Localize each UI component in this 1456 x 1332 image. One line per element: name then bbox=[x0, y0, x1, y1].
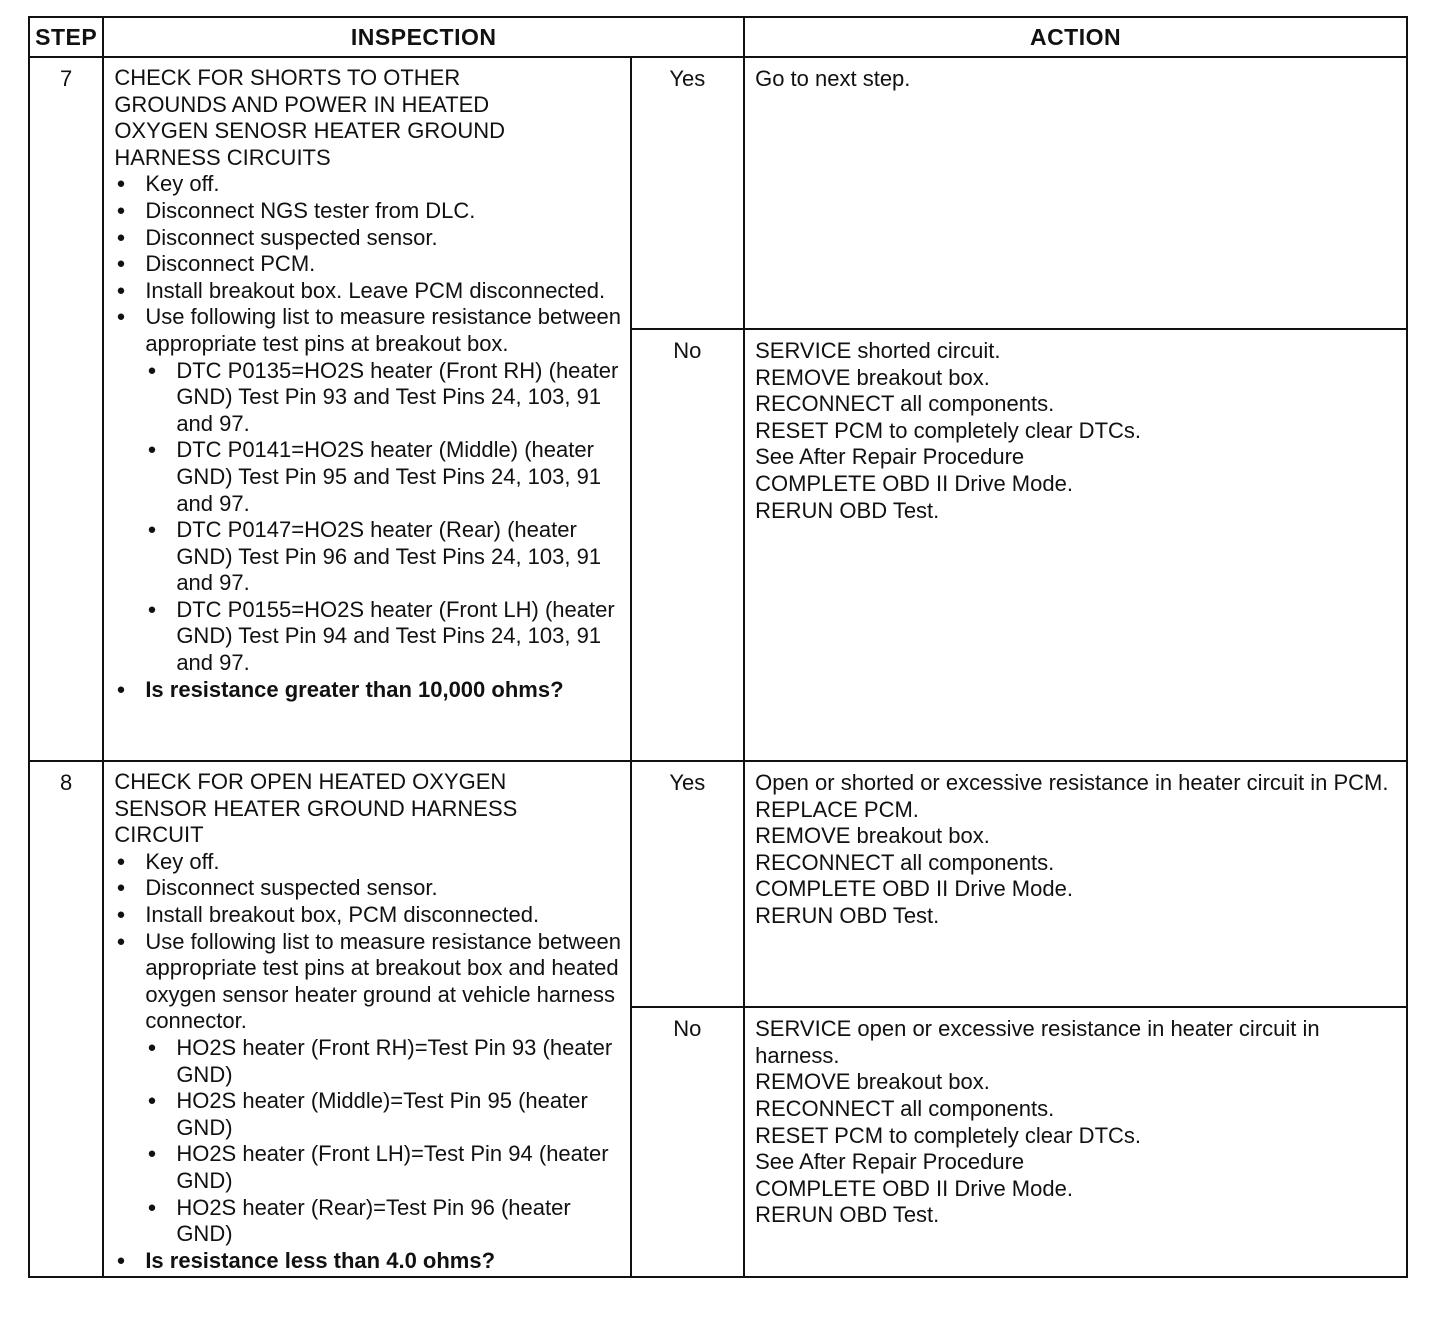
action-line: SERVICE shorted circuit. bbox=[755, 338, 1001, 363]
inspection-title bbox=[114, 769, 623, 849]
yes-label: Yes bbox=[631, 761, 745, 1007]
bullet-item: ● Disconnect NGS tester from DLC. bbox=[114, 198, 623, 225]
bullet-item: ● Key off. bbox=[114, 849, 623, 876]
inspection-question: ● Is resistance less than 4.0 ohms? bbox=[114, 1248, 623, 1275]
title-line: CHECK FOR SHORTS TO OTHER bbox=[114, 65, 461, 90]
action-line: RECONNECT all components. bbox=[755, 1095, 1055, 1121]
action-line: REMOVE breakout box. bbox=[755, 1069, 990, 1095]
bullet-item: ● Disconnect suspected sensor. bbox=[114, 875, 623, 902]
header-step: STEP bbox=[29, 17, 103, 57]
sub-bullet-item: ● HO2S heater (Rear)=Test Pin 96 (heater GND) bbox=[145, 1195, 623, 1248]
step-7-inspection bbox=[103, 57, 630, 761]
sub-bullet-item: ● DTC P0147=HO2S heater (Rear) (heater GND) Test Pin 96 and Test Pins 24, 103, 91 and 97. bbox=[145, 517, 623, 597]
no-action bbox=[744, 1007, 1407, 1277]
sub-bullet-group bbox=[114, 358, 623, 677]
header-action: ACTION bbox=[744, 17, 1407, 57]
diagnostic-table bbox=[28, 16, 1408, 1278]
action-line: RECONNECT all components. bbox=[755, 391, 1055, 417]
step-8-inspection bbox=[103, 761, 630, 1277]
action-line: COMPLETE OBD II Drive Mode. bbox=[755, 876, 1073, 902]
bullet-item: ● Use following list to measure resistance between appropriate test pins at breakout box. bbox=[114, 304, 623, 357]
action-line: Go to next step. bbox=[755, 66, 911, 91]
action-line: REMOVE breakout box. bbox=[755, 364, 990, 390]
sub-bullet-group bbox=[114, 1035, 623, 1248]
action-line: See After Repair Procedure bbox=[755, 1149, 1025, 1175]
step-7-yes-row bbox=[29, 57, 1407, 329]
step-number: 8 bbox=[29, 761, 103, 1277]
action-line: RECONNECT all components. bbox=[755, 849, 1055, 875]
yes-action bbox=[744, 57, 1407, 329]
title-line: SENSOR HEATER GROUND HARNESS bbox=[114, 795, 518, 821]
no-action bbox=[744, 329, 1407, 761]
action-line: REPLACE PCM. bbox=[755, 796, 919, 822]
action-line: Open or shorted or excessive resistance in heater circuit in PCM. bbox=[755, 770, 1389, 795]
sub-bullet-item: ● HO2S heater (Front RH)=Test Pin 93 (heater GND) bbox=[145, 1035, 623, 1088]
sub-bullet-item: ● HO2S heater (Middle)=Test Pin 95 (heater GND) bbox=[145, 1088, 623, 1141]
title-line: GROUNDS AND POWER IN HEATED bbox=[114, 91, 490, 117]
sub-bullet-item: ● DTC P0155=HO2S heater (Front LH) (heater GND) Test Pin 94 and Test Pins 24, 103, 91 and 97. bbox=[145, 597, 623, 677]
inspection-title bbox=[114, 65, 623, 171]
action-line: See After Repair Procedure bbox=[755, 444, 1025, 470]
action-line: COMPLETE OBD II Drive Mode. bbox=[755, 1175, 1073, 1201]
inspection-question: ● Is resistance greater than 10,000 ohms? bbox=[114, 677, 623, 704]
step-8-yes-row bbox=[29, 761, 1407, 1007]
action-line: REMOVE breakout box. bbox=[755, 823, 990, 849]
inspection-bullets bbox=[114, 171, 623, 703]
action-line: SERVICE open or excessive resistance in heater circuit in harness. bbox=[755, 1016, 1320, 1068]
title-line: CIRCUIT bbox=[114, 822, 204, 848]
sub-bullets bbox=[145, 358, 623, 677]
bullet-item: ● Install breakout box, PCM disconnected. bbox=[114, 902, 623, 929]
table-header-row bbox=[29, 17, 1407, 57]
action-line: RERUN OBD Test. bbox=[755, 497, 940, 523]
no-label: No bbox=[631, 1007, 745, 1277]
action-line: RERUN OBD Test. bbox=[755, 902, 940, 928]
title-line: HARNESS CIRCUITS bbox=[114, 144, 331, 170]
bullet-item: ● Use following list to measure resistance between appropriate test pins at breakout box and heated oxygen sensor heater ground at vehicle harness connector. bbox=[114, 929, 623, 1035]
no-label: No bbox=[631, 329, 745, 761]
bullet-item: ● Disconnect PCM. bbox=[114, 251, 623, 278]
bullet-item: ● Disconnect suspected sensor. bbox=[114, 225, 623, 252]
action-line: RESET PCM to completely clear DTCs. bbox=[755, 417, 1142, 443]
yes-label: Yes bbox=[631, 57, 745, 329]
yes-action bbox=[744, 761, 1407, 1007]
step-number: 7 bbox=[29, 57, 103, 761]
sub-bullet-item: ● DTC P0141=HO2S heater (Middle) (heater GND) Test Pin 95 and Test Pins 24, 103, 91 and 97. bbox=[145, 437, 623, 517]
title-line: CHECK FOR OPEN HEATED OXYGEN bbox=[114, 769, 507, 794]
inspection-bullets bbox=[114, 849, 623, 1275]
action-line: RERUN OBD Test. bbox=[755, 1202, 940, 1228]
bullet-item: ● Install breakout box. Leave PCM disconnected. bbox=[114, 278, 623, 305]
bullet-item: ● Key off. bbox=[114, 171, 623, 198]
sub-bullets bbox=[145, 1035, 623, 1248]
title-line: OXYGEN SENOSR HEATER GROUND bbox=[114, 118, 506, 144]
header-inspection: INSPECTION bbox=[103, 17, 744, 57]
sub-bullet-item: ● HO2S heater (Front LH)=Test Pin 94 (heater GND) bbox=[145, 1141, 623, 1194]
sub-bullet-item: ● DTC P0135=HO2S heater (Front RH) (heater GND) Test Pin 93 and Test Pins 24, 103, 91 and 97. bbox=[145, 358, 623, 438]
action-line: COMPLETE OBD II Drive Mode. bbox=[755, 470, 1073, 496]
action-line: RESET PCM to completely clear DTCs. bbox=[755, 1122, 1142, 1148]
